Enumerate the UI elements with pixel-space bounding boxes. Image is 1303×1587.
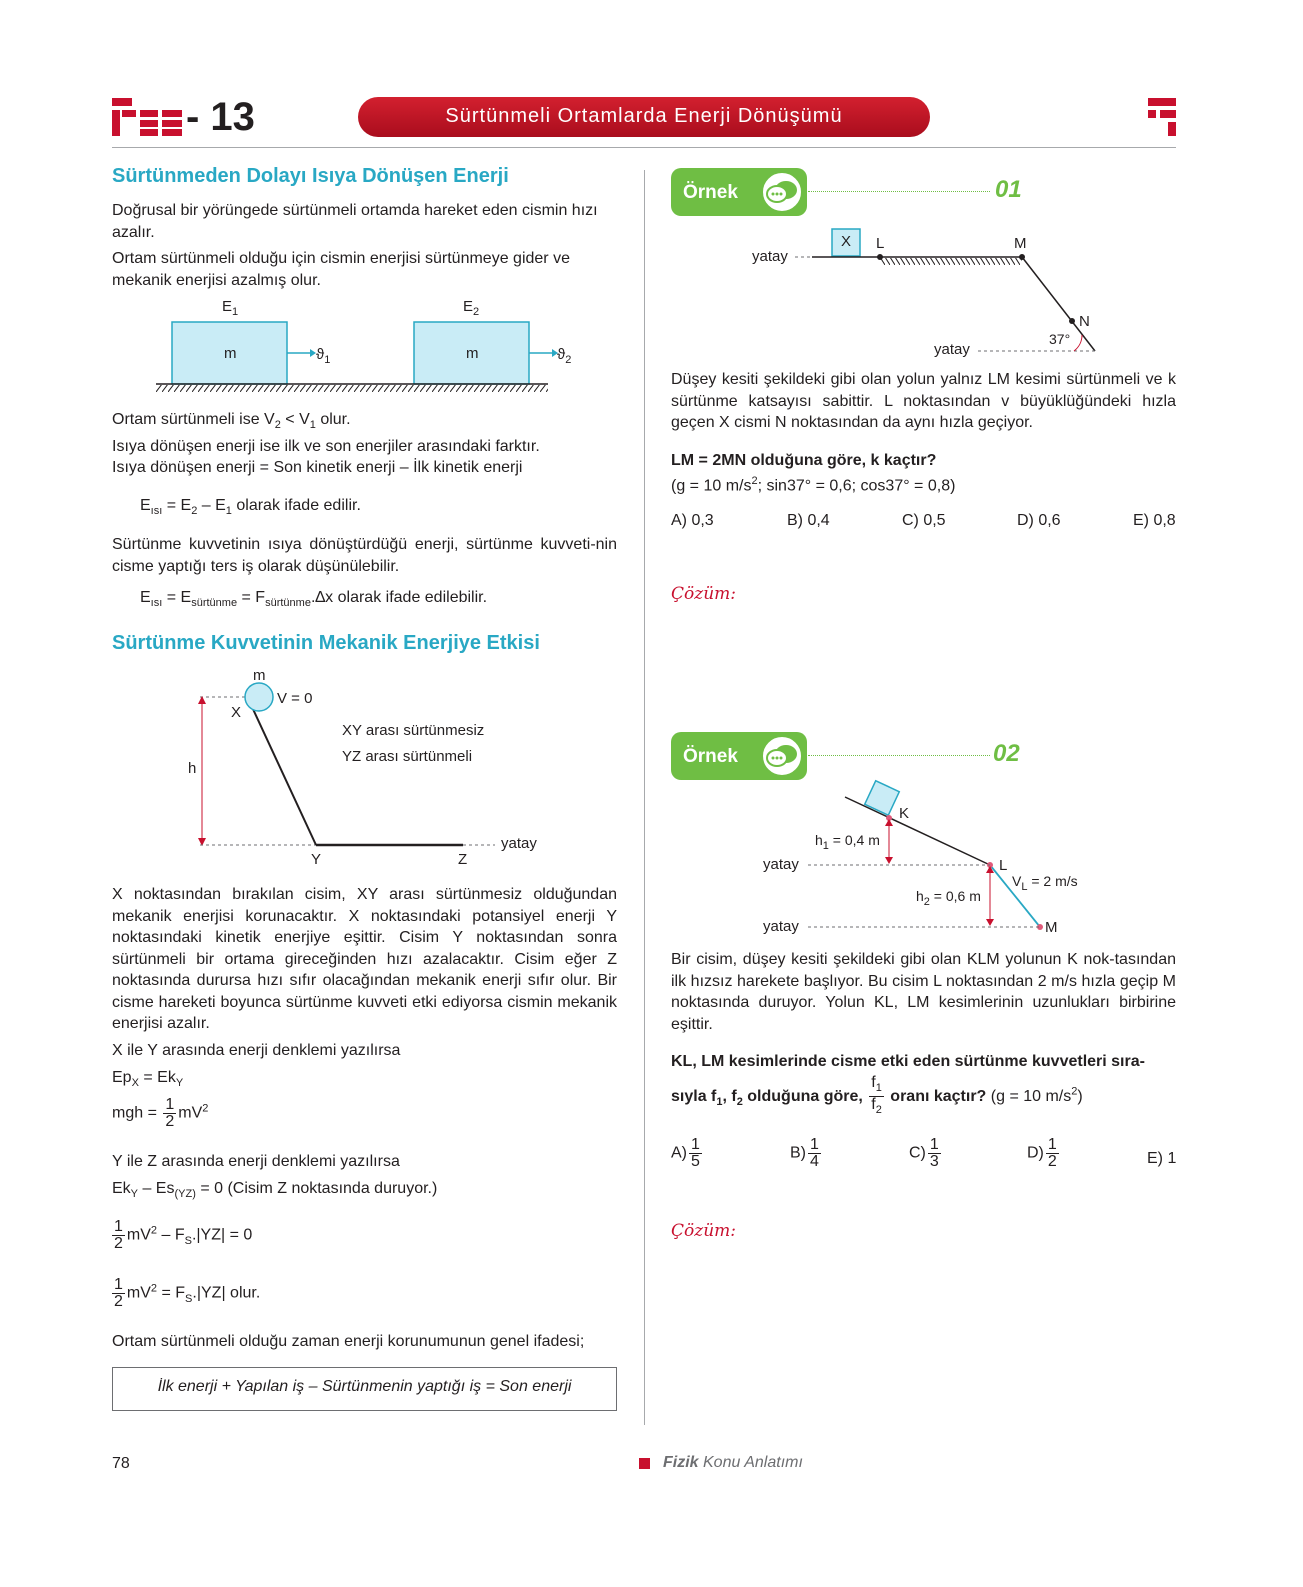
footer-square-icon (639, 1458, 650, 1469)
velocity-l-label: $V_L = 2$ m/s (1012, 873, 1078, 893)
note-xy-frictionless: XY arası sürtünmesiz (342, 722, 485, 739)
paragraph: Isıya dönüşen enerji = Son kinetik enerji – İlk kinetik enerji (112, 459, 523, 476)
horizontal-label: yatay (752, 248, 788, 265)
label-e1: $E_1$ (222, 298, 239, 318)
example-given: (g = 10 $m/s^2$; sin37° = 0,6; cos37° = 0,8) (671, 475, 956, 495)
corner-logo-icon (1148, 98, 1176, 136)
mass-label: m (224, 345, 237, 362)
label-e2: $E_2$ (463, 298, 480, 318)
figure-incline-and-floor (180, 670, 520, 860)
page-number: 78 (112, 1455, 130, 1472)
unit-number: - 13 (186, 95, 255, 139)
point-m-label: M (1045, 919, 1058, 936)
point-k-label: K (899, 805, 910, 822)
note-yz-friction: YZ arası sürtünmeli (342, 748, 473, 765)
solution-label: Çözüm: (671, 1221, 736, 1241)
option-c[interactable]: C) 0,5 (902, 512, 946, 529)
paragraph: Ortam sürtünmeli olduğu zaman enerji korunumunun genel ifadesi; (112, 1333, 585, 1350)
equation-friction-work: $E_{ısı} = E_{sürtünme} = F_{sürtünme}.\Delta x$ olarak ifade edilebilir. (140, 589, 488, 610)
example-question-line1: KL, LM kesimlerinde cisme etki eden sürtünme kuvvetleri sıra- (671, 1053, 1145, 1070)
option-d[interactable]: D) 0,6 (1017, 512, 1061, 529)
example-text: Düşey kesiti şekildeki gibi olan yolun yalnız LM kesimi sürtünmeli ve k sürtünme katsayısı sabittir. L noktasından v büyüklüğündeki hızla geçen X cismi N noktasından da aynı hızla geçiyor. (671, 371, 1176, 431)
paragraph: X ile Y arasında enerji denklemi yazılırsa (112, 1042, 401, 1059)
example-text: Bir cisim, düşey kesiti şekildeki gibi olan KLM yolunun K nok-tasından ilk hızsız harekete başlıyor. Bu cisim L noktasından 2 m/s hızla geçip M noktasında duruyor. Yolun KL, LM kesimlerinin uzunlukları birbirine eşittir. (671, 951, 1176, 1033)
paragraph: Isıya dönüşen enerji ise ilk ve son enerjiler arasındaki farktır. (112, 438, 540, 455)
horizontal-label: yatay (934, 341, 970, 358)
example-question: LM = 2MN olduğuna göre, k kaçtır? (671, 452, 937, 469)
option-e[interactable]: E) 0,8 (1133, 512, 1176, 529)
equation-heat: $E_{ısı} = E_2 - E_1$ olarak ifade edilir. (140, 497, 361, 518)
option-e[interactable]: E) 1 (1147, 1150, 1177, 1167)
option-a[interactable]: A) 0,3 (671, 512, 714, 529)
mass-label: m (466, 345, 479, 362)
faz-logo (112, 98, 184, 138)
mass-label: m (253, 667, 266, 684)
speech-bubble-icon (760, 734, 806, 778)
point-n-label: N (1079, 313, 1090, 330)
horizontal-label: yatay (763, 856, 799, 873)
point-m-label: M (1014, 235, 1027, 252)
equation-mgh: mgh = $\frac{1}{2}$ $mV^2$ (112, 1096, 209, 1130)
option-b[interactable]: B) 0,4 (787, 512, 830, 529)
paragraph: Ortam sürtünmeli olduğu için cismin enerjisi sürtünmeye gider ve mekanik enerjisi azalmış olur. (112, 250, 570, 289)
solution-label: Çözüm: (671, 584, 736, 604)
example-number: 01 (995, 176, 1022, 203)
example-question-line2: sıyla $f_1$, $f_2$ olduğuna göre, $\frac{f_1}{f_2}$ oranı kaçtır? (g = 10 $m/s^2$) (671, 1074, 1083, 1117)
example-number: 02 (993, 740, 1020, 767)
section-heading-friction-heat: Sürtünmeden Dolayı Isıya Dönüşen Enerji (112, 165, 509, 187)
horizontal-label: yatay (501, 835, 537, 852)
equation-work-zero: $\frac{1}{2}$ $mV^2 - F_S.|YZ| = 0$ (114, 1218, 253, 1252)
option-c[interactable]: C) $\frac{1}{3}$ (909, 1136, 939, 1170)
velocity-label-2: $ϑ_2$ (557, 346, 572, 366)
point-l-label: L (999, 857, 1008, 874)
equation-ek-es: $Ek_Y - Es_{(YZ)} = 0$ (Cisim Z noktasında duruyor.) (112, 1180, 438, 1201)
option-d[interactable]: D) $\frac{1}{2}$ (1027, 1136, 1057, 1170)
point-y-label: Y (311, 851, 322, 868)
header (0, 0, 1303, 150)
figure-klm-path (800, 775, 1060, 940)
point-l-label: L (876, 235, 885, 252)
option-a[interactable]: A) $\frac{1}{5}$ (671, 1136, 700, 1170)
energy-conservation-formula: İlk enerji + Yapılan iş – Sürtünmenin yaptığı iş = Son enerji (157, 1378, 572, 1395)
height-1-label: $h_1 = 0,4$ m (815, 832, 880, 852)
height-2-label: $h_2 = 0,6$ m (916, 888, 981, 908)
paragraph: Doğrusal bir yörüngede sürtünmeli ortamda hareket eden cismin hızı azalır. (112, 202, 598, 241)
example-dotted-line (808, 191, 990, 192)
horizontal-label: yatay (763, 918, 799, 935)
example-label: Örnek (683, 182, 738, 203)
figure-blocks-on-surface (150, 296, 560, 396)
velocity-zero-label: V = 0 (277, 690, 313, 707)
point-z-label: Z (458, 851, 468, 868)
equation-result: $\frac{1}{2}$ $mV^2 = F_S.|YZ|$ olur. (114, 1276, 261, 1310)
velocity-label-1: $ϑ_1$ (316, 346, 331, 366)
paragraph: Sürtünme kuvvetinin ısıya dönüştürdüğü enerji, sürtünme kuvveti-nin cisme yaptığı ters iş olarak düşünülebilir. (112, 536, 617, 575)
book-title: Fizik Konu Anlatımı (663, 1454, 803, 1471)
example-dotted-line (808, 755, 990, 756)
point-x-label: X (231, 704, 242, 721)
paragraph-explanation: X noktasından bırakılan cisim, XY arası sürtünmesiz olduğundan mekanik enerjisi korunacaktır. X noktasındaki potansiyel enerji Y noktasındaki kinetik enerjiye eşittir. Cisim Y noktasından sonra sürtünmeli bir ortama gireceğinden hızı azalacaktır. Cisim eğer Z noktasında durursa hızı sıfır olacağından mekanik enerji sıfır olur. Bir cisme hareketi boyunca sürtünme kuvveti etki ediyorsa cismin mekanik enerjisi azalır. (112, 886, 617, 1032)
header-rule (112, 147, 1176, 148)
example-label: Örnek (683, 746, 738, 767)
height-label: h (188, 760, 197, 777)
column-divider (644, 170, 645, 1425)
paragraph: Y ile Z arasında enerji denklemi yazılırsa (112, 1153, 400, 1170)
equation-ep-ek: $Ep_X = Ek_Y$ (112, 1069, 184, 1090)
paragraph-v-relation: Ortam sürtünmeli ise $V_2 < V_1$ olur. (112, 411, 351, 432)
page-title: Sürtünmeli Ortamlarda Enerji Dönüşümü (445, 105, 843, 127)
section-heading-mechanical-energy: Sürtünme Kuvvetinin Mekanik Enerjiye Etkisi (112, 632, 540, 654)
option-b[interactable]: B) $\frac{1}{4}$ (790, 1136, 819, 1170)
angle-label: 37° (1049, 331, 1071, 347)
speech-bubble-icon (760, 170, 806, 214)
block-x-label: X (841, 233, 852, 250)
